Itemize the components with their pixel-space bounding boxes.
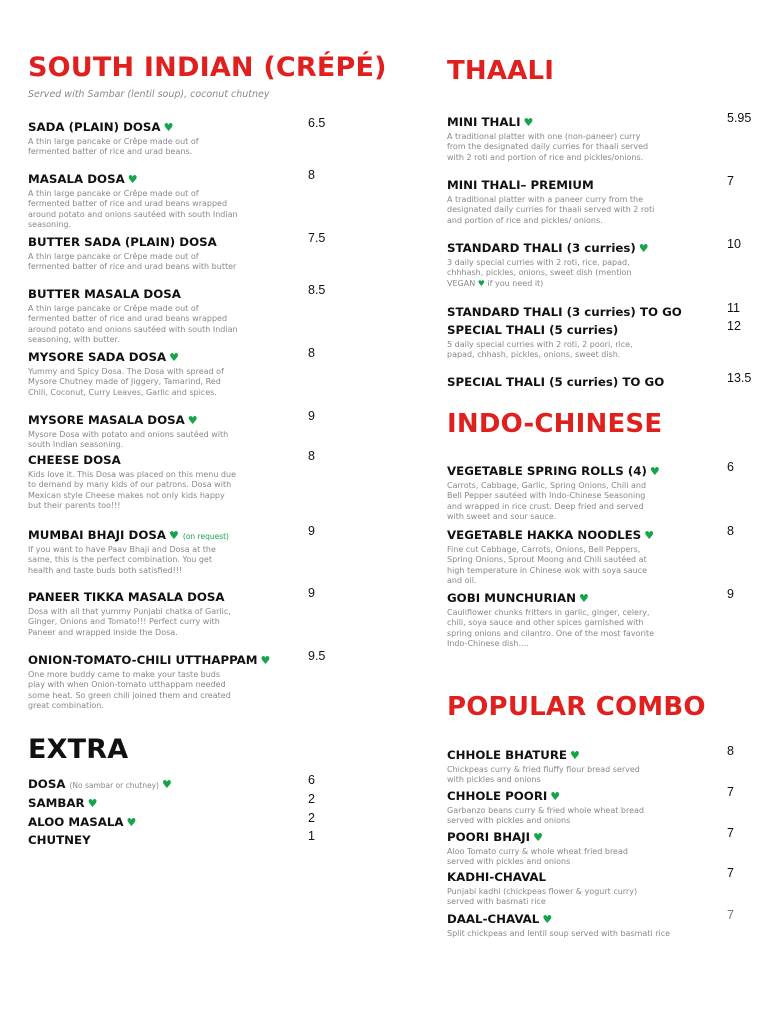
heart-icon: ♥ — [550, 790, 561, 803]
item-description: A thin large pancake or Crêpe made out of fermented batter of rice and urad beans. — [28, 137, 199, 157]
item-price: 8 — [308, 168, 315, 182]
item-name: BUTTER MASALA DOSA — [28, 287, 181, 301]
heart-icon: ♥ — [649, 465, 660, 478]
popular-combo-title: POPULAR COMBO — [447, 692, 706, 722]
item-price: 8 — [727, 744, 734, 758]
item-name: MINI THALI– PREMIUM — [447, 178, 594, 192]
item-price: 7 — [727, 866, 734, 880]
menu-item — [28, 168, 338, 231]
item-description: A thin large pancake or Crêpe made out of fermented batter of rice and urad beans wrapped around potato and onions sautéed with south Indian seasoning, with butter. — [28, 304, 238, 345]
item-description — [447, 258, 657, 289]
menu-item — [447, 301, 757, 320]
menu-item — [447, 174, 757, 226]
item-name: MYSORE SADA DOSA — [28, 350, 167, 364]
item-name: SAMBAR — [28, 796, 85, 810]
item-name: POORI BHAJI — [447, 830, 531, 844]
menu-item — [447, 111, 757, 163]
menu-item — [28, 409, 338, 451]
heart-icon: ♥ — [127, 173, 138, 186]
item-price: 7.5 — [308, 231, 326, 245]
item-price: 6.5 — [308, 116, 326, 130]
item-price: 12 — [727, 319, 741, 333]
item-description: A thin large pancake or Crêpe made out of fermented batter of rice and urad beans with butter — [28, 252, 237, 272]
item-name: CHEESE DOSA — [28, 453, 121, 467]
item-name: PANEER TIKKA MASALA DOSA — [28, 590, 225, 604]
item-price: 6 — [308, 773, 315, 787]
menu-item — [28, 811, 338, 830]
heart-icon: ♥ — [169, 529, 179, 542]
heart-icon: ♥ — [260, 654, 271, 667]
item-description: 5 daily special curries with 2 roti, 2 poori, rice, papad, chhash, pickles, onions, sweet dish. — [447, 340, 633, 360]
heart-icon: ♥ — [638, 242, 649, 255]
heart-icon: ♥ — [644, 529, 655, 542]
heart-icon: ♥ — [523, 116, 534, 129]
heart-icon: ♥ — [87, 797, 98, 810]
item-description: Aloo Tomato curry & whole wheat fried bread served with pickles and onions — [447, 847, 628, 867]
menu-item — [447, 908, 757, 939]
item-price: 9.5 — [308, 649, 326, 663]
south-indian-title: SOUTH INDIAN (CRÉPÉ) — [28, 52, 387, 83]
item-price: 8.5 — [308, 283, 326, 297]
menu-item — [447, 460, 757, 523]
item-description: Yummy and Spicy Dosa. The Dosa with spread of Mysore Chutney made of Jiggery, Tamarind, Red Chili, Coconut, Curry Leaves, Garlic and spices. — [28, 367, 224, 397]
item-name: STANDARD THALI (3 curries) — [447, 241, 636, 255]
item-price: 10 — [727, 237, 741, 251]
item-description: Carrots, Cabbage, Garlic, Spring Onions, Chili and Bell Pepper sautéed with Indo-Chinese Seasoning and wrapped in rice crust. Deep fried and served with sweet and sour sauce. — [447, 481, 647, 522]
item-note: (No sambar or chutney) — [69, 781, 159, 790]
item-note: (on request) — [182, 532, 229, 541]
item-price: 7 — [727, 785, 734, 799]
item-description: A thin large pancake or Crêpe made out of fermented batter of rice and urad beans wrapped around potato and onions sautéed with south Indian seasoning. — [28, 189, 238, 230]
menu-item — [447, 587, 757, 650]
item-name: VEGETABLE HAKKA NOODLES — [447, 528, 642, 542]
item-price: 9 — [308, 409, 315, 423]
heart-icon: ♥ — [578, 592, 589, 605]
menu-item — [28, 792, 338, 811]
item-description: Fine cut Cabbage, Carrots, Onions, Bell Peppers, Spring Onions, Sprout Moong and Chili sautéed at high temperature in Chinese wok with soya sauce and oil. — [447, 545, 647, 586]
heart-icon: ♥ — [569, 749, 580, 762]
item-description: Cauliflower chunks fritters in garlic, ginger, celery, chili, soya sauce and other spices garnished with spring onions and cilantro. One of the most favorite Indo-Chinese dish.... — [447, 608, 655, 649]
heart-icon: ♥ — [169, 351, 180, 364]
item-name: MINI THALI — [447, 115, 521, 129]
item-name: CHHOLE POORI — [447, 789, 548, 803]
item-name: GOBI MUNCHURIAN — [447, 591, 576, 605]
menu-item — [28, 649, 338, 712]
item-name: ALOO MASALA — [28, 815, 124, 829]
menu-item — [447, 371, 757, 390]
item-description-tail: if you need it) — [487, 278, 544, 288]
item-description: One more buddy came to make your taste buds play with when Onion-tomato utthappam needed some heat. So green chili joined them and created great combination. — [28, 670, 231, 711]
item-name: DOSA — [28, 777, 66, 791]
item-description: A traditional platter with a paneer curry from the designated daily curries for thaali served with 2 roti and portion of rice and pickles/ onions. — [447, 195, 655, 225]
menu-item — [28, 449, 338, 512]
item-name: CHUTNEY — [28, 833, 91, 847]
menu-item — [28, 524, 338, 576]
menu-item — [28, 283, 338, 346]
item-name: MUMBAI BHAJI DOSA — [28, 528, 167, 542]
item-description: If you want to have Paav Bhaji and Dosa at the same, this is the perfect combination. You get health and taste buds both satisfied!!! — [28, 545, 216, 575]
heart-icon: ♥ — [161, 778, 172, 791]
menu-item — [447, 785, 757, 827]
item-name: CHHOLE BHATURE — [447, 748, 567, 762]
item-price: 6 — [727, 460, 734, 474]
item-name: MYSORE MASALA DOSA — [28, 413, 185, 427]
item-name: STANDARD THALI (3 curries) TO GO — [447, 305, 682, 319]
menu-item — [447, 319, 757, 361]
item-name: DAAL-CHAVAL — [447, 912, 540, 926]
item-description: Dosa with all that yummy Punjabi chatka of Garlic, Ginger, Onions and Tomato!!! Perfect curry with Paneer and wrapped inside the Dosa. — [28, 607, 231, 637]
menu-item — [28, 231, 338, 273]
item-name: ONION-TOMATO-CHILI UTTHAPPAM — [28, 653, 258, 667]
item-description: Split chickpeas and lentil soup served with basmati rice — [447, 929, 671, 938]
item-price: 5.95 — [727, 111, 752, 125]
item-description: Kids love it. This Dosa was placed on this menu due to demand by many kids of our patrons. Dosa with Mexican style Cheese makes not only kids happy but their parents too!!! — [28, 470, 236, 511]
item-name: SPECIAL THALI (5 curries) TO GO — [447, 375, 665, 389]
item-price: 9 — [308, 524, 315, 538]
item-price: 2 — [308, 811, 315, 825]
item-price: 8 — [727, 524, 734, 538]
thaali-title: THAALI — [447, 56, 555, 86]
item-price: 9 — [727, 587, 734, 601]
item-price: 11 — [727, 301, 740, 315]
item-price: 7 — [727, 908, 734, 922]
heart-icon: ♥ — [187, 414, 198, 427]
menu-item — [28, 116, 338, 158]
item-price: 8 — [308, 449, 315, 463]
item-price: 8 — [308, 346, 315, 360]
item-description-text: 3 daily special curries with 2 roti, rice, papad, chhhash, pickles, onions, sweet dish (mention VEGAN — [447, 258, 632, 288]
heart-icon: ♥ — [542, 913, 553, 926]
item-name: BUTTER SADA (PLAIN) DOSA — [28, 235, 217, 249]
heart-icon: ♥ — [126, 816, 137, 829]
item-price: 9 — [308, 586, 315, 600]
indo-chinese-title: INDO-CHINESE — [447, 409, 663, 439]
item-name: SPECIAL THALI (5 curries) — [447, 323, 619, 337]
menu-item — [28, 586, 338, 638]
menu-item — [447, 744, 757, 786]
menu-item — [28, 773, 338, 792]
item-price: 2 — [308, 792, 315, 806]
item-name: VEGETABLE SPRING ROLLS (4) — [447, 464, 647, 478]
menu-item — [447, 237, 757, 289]
extra-title: EXTRA — [28, 734, 129, 765]
item-price: 13.5 — [727, 371, 752, 385]
item-price: 7 — [727, 174, 734, 188]
menu-item — [28, 829, 338, 848]
item-name: SADA (PLAIN) DOSA — [28, 120, 161, 134]
heart-icon: ♥ — [163, 121, 174, 134]
heart-icon: ♥ — [533, 831, 543, 844]
item-description: Garbanzo beans curry & fried whole wheat bread served with pickles and onions — [447, 806, 645, 826]
item-name: KADHI-CHAVAL — [447, 870, 547, 884]
item-name: MASALA DOSA — [28, 172, 125, 186]
item-price: 1 — [308, 829, 315, 843]
item-description: Mysore Dosa with potato and onions sautéed with south Indian seasoning. — [28, 430, 229, 450]
item-price: 7 — [727, 826, 734, 840]
menu-item — [447, 866, 757, 908]
menu-item — [447, 524, 757, 587]
south-indian-subtitle: Served with Sambar (lentil soup), coconut chutney — [28, 89, 270, 100]
item-description: Chickpeas curry & fried fluffy flour bread served with pickles and onions — [447, 765, 640, 785]
menu-item — [447, 826, 757, 868]
item-description: A traditional platter with one (non-paneer) curry from the designated daily curries for thaali served with 2 roti and portion of rice and pickles/onions. — [447, 132, 649, 162]
menu-item — [28, 346, 338, 398]
item-description: Punjabi kadhi (chickpeas flower & yogurt curry) served with basmati rice — [447, 887, 638, 907]
vegan-heart-icon: ♥ — [477, 278, 485, 288]
